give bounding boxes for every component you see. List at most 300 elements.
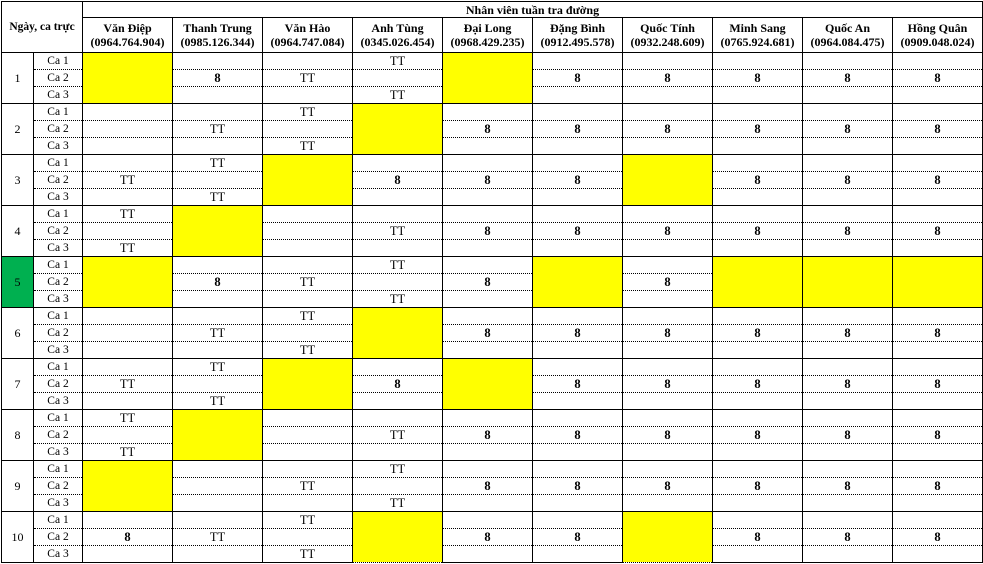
shift-cell [533, 495, 623, 512]
shift-cell [263, 223, 353, 240]
shift-cell [353, 155, 443, 172]
shift-cell [893, 461, 983, 478]
staff-phone: (0345.026.454) [360, 35, 435, 49]
table-row [2, 410, 983, 427]
shift-cell [353, 70, 443, 87]
shift-cell: TT [353, 257, 443, 274]
shift-cell: TT [263, 104, 353, 121]
staff-name: Thanh Trung [183, 21, 252, 35]
day-off-cell [623, 512, 713, 563]
shift-cell: 8 [713, 223, 803, 240]
shift-cell: TT [353, 461, 443, 478]
shift-cell [623, 342, 713, 359]
day-number: 1 [2, 53, 34, 104]
shift-cell [803, 410, 893, 427]
shift-cell: 8 [803, 70, 893, 87]
shift-cell: 8 [893, 70, 983, 87]
shift-cell: 8 [83, 529, 173, 546]
staff-name: Đại Long [463, 21, 512, 35]
shift-cell: 8 [533, 172, 623, 189]
shift-cell [893, 359, 983, 376]
shift-cell [893, 53, 983, 70]
day-off-cell [353, 104, 443, 155]
shift-cell: 8 [893, 121, 983, 138]
day-off-cell [83, 461, 173, 512]
shift-cell [803, 546, 893, 563]
table-row [2, 461, 983, 478]
shift-cell [443, 155, 533, 172]
shift-cell [353, 478, 443, 495]
shift-cell: TT [353, 223, 443, 240]
shift-label: Ca 2 [34, 325, 83, 342]
day-off-cell [623, 155, 713, 206]
shift-cell [623, 291, 713, 308]
shift-cell: 8 [713, 325, 803, 342]
shift-cell: 8 [623, 376, 713, 393]
shift-cell: TT [173, 121, 263, 138]
shift-label: Ca 3 [34, 342, 83, 359]
shift-cell [173, 104, 263, 121]
roster-header [2, 2, 983, 53]
shift-cell [803, 444, 893, 461]
shift-cell [533, 512, 623, 529]
table-row [2, 546, 983, 563]
day-number: 3 [2, 155, 34, 206]
day-off-cell [443, 53, 533, 104]
table-row [2, 138, 983, 155]
shift-cell [623, 393, 713, 410]
shift-cell [713, 155, 803, 172]
shift-cell [533, 342, 623, 359]
day-off-cell [173, 206, 263, 257]
shift-cell [533, 206, 623, 223]
shift-cell [533, 189, 623, 206]
shift-cell: 8 [533, 121, 623, 138]
shift-cell [83, 155, 173, 172]
duty-roster-table [1, 1, 983, 563]
shift-cell [623, 461, 713, 478]
shift-cell [83, 138, 173, 155]
shift-cell [533, 104, 623, 121]
shift-cell: 8 [893, 223, 983, 240]
shift-cell [893, 410, 983, 427]
shift-cell [533, 138, 623, 155]
shift-cell [83, 325, 173, 342]
shift-cell [353, 274, 443, 291]
shift-cell [623, 87, 713, 104]
shift-cell [713, 393, 803, 410]
day-off-cell [263, 155, 353, 206]
shift-label: Ca 3 [34, 393, 83, 410]
shift-cell [623, 257, 713, 274]
shift-cell: 8 [443, 121, 533, 138]
shift-cell [803, 240, 893, 257]
shift-cell [803, 461, 893, 478]
shift-cell [83, 427, 173, 444]
shift-label: Ca 2 [34, 274, 83, 291]
shift-cell: 8 [533, 70, 623, 87]
shift-label: Ca 1 [34, 206, 83, 223]
shift-cell [533, 87, 623, 104]
staff-header [893, 18, 983, 53]
shift-cell [443, 291, 533, 308]
shift-cell [803, 393, 893, 410]
table-row [2, 444, 983, 461]
shift-label: Ca 3 [34, 87, 83, 104]
day-number: 5 [2, 257, 34, 308]
shift-cell [353, 393, 443, 410]
shift-cell [353, 444, 443, 461]
table-row [2, 427, 983, 444]
shift-cell: TT [353, 495, 443, 512]
day-off-cell [353, 512, 443, 563]
shift-cell [803, 155, 893, 172]
shift-label: Ca 1 [34, 53, 83, 70]
shift-cell [893, 393, 983, 410]
shift-cell [83, 104, 173, 121]
day-off-cell [83, 53, 173, 104]
shift-cell [263, 461, 353, 478]
shift-cell [713, 104, 803, 121]
shift-cell: 8 [353, 376, 443, 393]
shift-label: Ca 2 [34, 223, 83, 240]
shift-cell: TT [263, 546, 353, 563]
shift-cell [803, 189, 893, 206]
shift-cell [533, 393, 623, 410]
shift-cell [443, 257, 533, 274]
shift-cell [353, 206, 443, 223]
day-number: 4 [2, 206, 34, 257]
staff-header [263, 18, 353, 53]
shift-cell: 8 [893, 478, 983, 495]
shift-cell [173, 53, 263, 70]
shift-cell [263, 410, 353, 427]
shift-cell: TT [83, 410, 173, 427]
shift-label: Ca 3 [34, 138, 83, 155]
shift-cell [713, 461, 803, 478]
shift-cell [623, 53, 713, 70]
shift-cell: TT [173, 393, 263, 410]
shift-cell: 8 [713, 478, 803, 495]
table-row [2, 121, 983, 138]
table-row [2, 223, 983, 240]
table-row [2, 104, 983, 121]
shift-cell [83, 512, 173, 529]
staff-header [713, 18, 803, 53]
shift-cell [893, 444, 983, 461]
shift-cell [623, 359, 713, 376]
shift-label: Ca 1 [34, 512, 83, 529]
table-row [2, 206, 983, 223]
shift-cell: TT [263, 274, 353, 291]
shift-cell: TT [173, 189, 263, 206]
shift-cell [443, 444, 533, 461]
shift-cell: 8 [713, 427, 803, 444]
shift-cell [893, 189, 983, 206]
shift-cell: 8 [533, 325, 623, 342]
shift-cell [803, 138, 893, 155]
shift-cell [893, 512, 983, 529]
shift-cell [623, 240, 713, 257]
shift-cell: 8 [893, 376, 983, 393]
shift-cell [443, 410, 533, 427]
shift-cell [83, 308, 173, 325]
shift-cell [623, 308, 713, 325]
shift-cell [803, 308, 893, 325]
shift-cell [893, 87, 983, 104]
shift-label: Ca 2 [34, 478, 83, 495]
shift-cell: TT [173, 359, 263, 376]
shift-cell [83, 359, 173, 376]
shift-cell: TT [83, 444, 173, 461]
shift-cell [803, 206, 893, 223]
shift-cell: TT [83, 240, 173, 257]
shift-cell: TT [263, 512, 353, 529]
shift-cell [623, 104, 713, 121]
shift-cell [443, 189, 533, 206]
day-off-cell [443, 359, 533, 410]
shift-cell: 8 [803, 427, 893, 444]
staff-name: Văn Điệp [103, 21, 152, 35]
shift-cell: 8 [443, 172, 533, 189]
shift-cell [713, 410, 803, 427]
shift-cell: TT [263, 138, 353, 155]
staff-header [533, 18, 623, 53]
shift-cell: TT [353, 53, 443, 70]
table-row [2, 240, 983, 257]
shift-cell [623, 206, 713, 223]
day-number: 9 [2, 461, 34, 512]
day-number: 8 [2, 410, 34, 461]
shift-cell: 8 [533, 529, 623, 546]
shift-cell: 8 [443, 274, 533, 291]
staff-name: Hồng Quân [907, 21, 968, 35]
staff-name: Văn Hào [284, 21, 331, 35]
shift-cell: 8 [713, 172, 803, 189]
table-row [2, 189, 983, 206]
staff-phone: (0968.429.235) [450, 35, 525, 49]
shift-cell [893, 104, 983, 121]
shift-cell: 8 [893, 172, 983, 189]
shift-label: Ca 3 [34, 291, 83, 308]
shift-cell [533, 240, 623, 257]
day-number: 10 [2, 512, 34, 563]
day-shift-header: Ngày, ca trực [2, 2, 83, 53]
shift-cell: TT [173, 529, 263, 546]
shift-cell: 8 [713, 70, 803, 87]
staff-phone: (0765.924.681) [720, 35, 795, 49]
shift-cell: 8 [803, 478, 893, 495]
table-row [2, 308, 983, 325]
shift-cell: 8 [353, 172, 443, 189]
shift-cell: 8 [533, 376, 623, 393]
shift-cell [353, 410, 443, 427]
shift-cell: 8 [623, 427, 713, 444]
shift-label: Ca 1 [34, 155, 83, 172]
table-row [2, 342, 983, 359]
day-off-cell [533, 257, 623, 308]
shift-cell [173, 342, 263, 359]
shift-cell: TT [263, 342, 353, 359]
shift-cell: 8 [803, 223, 893, 240]
shift-cell [533, 461, 623, 478]
shift-cell [713, 359, 803, 376]
shift-cell [83, 223, 173, 240]
shift-cell [263, 257, 353, 274]
shift-label: Ca 2 [34, 70, 83, 87]
shift-cell [443, 206, 533, 223]
shift-cell [533, 308, 623, 325]
shift-cell: 8 [173, 274, 263, 291]
staff-header [803, 18, 893, 53]
table-row [2, 512, 983, 529]
shift-label: Ca 1 [34, 257, 83, 274]
shift-cell [173, 138, 263, 155]
shift-cell [803, 104, 893, 121]
shift-label: Ca 2 [34, 121, 83, 138]
day-off-cell [713, 257, 803, 308]
day-off-cell [173, 410, 263, 461]
shift-cell [623, 444, 713, 461]
shift-cell: TT [173, 325, 263, 342]
table-row [2, 155, 983, 172]
shift-cell [713, 138, 803, 155]
shift-cell [353, 189, 443, 206]
shift-cell [533, 546, 623, 563]
staff-header-row [2, 18, 983, 53]
shift-cell [263, 427, 353, 444]
shift-cell: 8 [533, 223, 623, 240]
day-number: 6 [2, 308, 34, 359]
day-off-cell [263, 359, 353, 410]
shift-cell [533, 53, 623, 70]
shift-cell: TT [353, 87, 443, 104]
shift-cell [173, 376, 263, 393]
staff-header [173, 18, 263, 53]
shift-cell [893, 155, 983, 172]
shift-cell [173, 495, 263, 512]
shift-label: Ca 3 [34, 546, 83, 563]
shift-label: Ca 1 [34, 410, 83, 427]
shift-cell [713, 87, 803, 104]
staff-header [623, 18, 713, 53]
shift-cell [893, 206, 983, 223]
staff-header [353, 18, 443, 53]
staff-phone: (0964.084.475) [810, 35, 885, 49]
shift-cell [263, 87, 353, 104]
staff-header [83, 18, 173, 53]
day-number: 2 [2, 104, 34, 155]
staff-name: Quốc An [824, 21, 870, 35]
shift-cell [713, 189, 803, 206]
shift-cell: TT [353, 291, 443, 308]
shift-cell [173, 257, 263, 274]
roster-body [2, 53, 983, 563]
shift-cell: 8 [533, 478, 623, 495]
shift-cell: TT [353, 427, 443, 444]
shift-cell [803, 512, 893, 529]
shift-cell [803, 53, 893, 70]
table-row [2, 172, 983, 189]
shift-cell: 8 [443, 529, 533, 546]
day-number: 7 [2, 359, 34, 410]
shift-label: Ca 3 [34, 444, 83, 461]
shift-cell [533, 444, 623, 461]
shift-cell [893, 342, 983, 359]
day-off-cell [353, 308, 443, 359]
shift-cell [173, 291, 263, 308]
shift-cell [623, 495, 713, 512]
shift-cell [263, 529, 353, 546]
shift-cell [893, 495, 983, 512]
shift-cell [713, 308, 803, 325]
shift-cell [263, 53, 353, 70]
shift-cell [83, 121, 173, 138]
shift-cell [443, 342, 533, 359]
staff-phone: (0985.126.344) [180, 35, 255, 49]
shift-cell [83, 189, 173, 206]
shift-cell [623, 410, 713, 427]
shift-cell: 8 [713, 121, 803, 138]
table-row [2, 325, 983, 342]
shift-cell [803, 495, 893, 512]
table-row [2, 529, 983, 546]
shift-cell: TT [263, 478, 353, 495]
shift-cell [83, 342, 173, 359]
day-off-cell [83, 257, 173, 308]
shift-cell: 8 [803, 376, 893, 393]
shift-cell [263, 495, 353, 512]
shift-cell: 8 [623, 274, 713, 291]
shift-cell [263, 121, 353, 138]
shift-cell: 8 [893, 427, 983, 444]
table-row [2, 53, 983, 70]
shift-cell [173, 308, 263, 325]
shift-label: Ca 2 [34, 376, 83, 393]
staff-name: Đặng Bình [549, 21, 606, 35]
shift-cell: 8 [713, 529, 803, 546]
shift-cell [353, 240, 443, 257]
shift-cell: 8 [803, 325, 893, 342]
shift-cell: 8 [623, 325, 713, 342]
shift-cell [803, 87, 893, 104]
shift-cell [443, 240, 533, 257]
shift-cell: 8 [623, 70, 713, 87]
shift-cell [893, 546, 983, 563]
shift-cell [713, 495, 803, 512]
day-off-cell [803, 257, 893, 308]
shift-cell: 8 [893, 325, 983, 342]
shift-cell [263, 325, 353, 342]
staff-name: Quốc Tính [640, 21, 695, 35]
day-off-cell [893, 257, 983, 308]
shift-cell [803, 359, 893, 376]
shift-cell: 8 [443, 478, 533, 495]
shift-label: Ca 3 [34, 189, 83, 206]
shift-cell: 8 [803, 121, 893, 138]
staff-phone: (0912.495.578) [540, 35, 615, 49]
shift-label: Ca 2 [34, 172, 83, 189]
shift-cell [623, 138, 713, 155]
shift-cell [713, 444, 803, 461]
shift-cell [893, 308, 983, 325]
shift-cell: TT [173, 155, 263, 172]
shift-label: Ca 1 [34, 308, 83, 325]
shift-label: Ca 3 [34, 240, 83, 257]
shift-cell [173, 461, 263, 478]
table-row [2, 359, 983, 376]
shift-cell [443, 495, 533, 512]
